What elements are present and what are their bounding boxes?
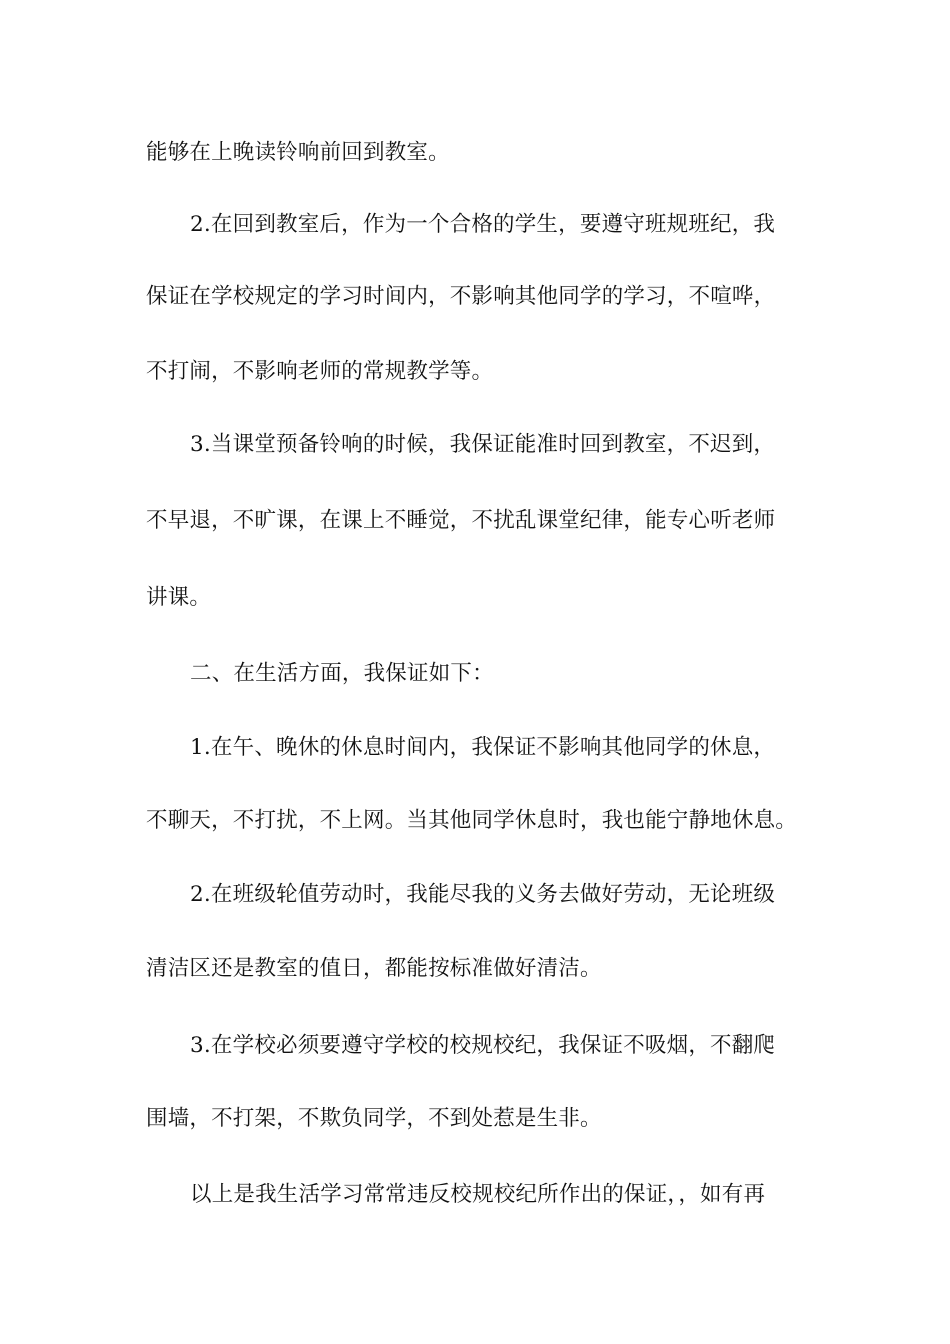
- paragraph-line: 2.在班级轮值劳动时，我能尽我的义务去做好劳动，无论班级: [190, 882, 776, 907]
- text-line: 保证在学校规定的学习时间内，不影响其他同学的学习，不喧哗，: [146, 284, 776, 309]
- text-line: 不聊天，不打扰，不上网。当其他同学休息时，我也能宁静地休息。: [146, 808, 798, 833]
- paragraph-line: 1.在午、晚休的休息时间内，我保证不影响其他同学的休息，: [190, 735, 776, 760]
- text-line: 清洁区还是教室的值日，都能按标准做好清洁。: [146, 956, 602, 981]
- text-line: 不早退，不旷课，在课上不睡觉，不扰乱课堂纪律，能专心听老师: [146, 508, 776, 533]
- paragraph-line: 3.当课堂预备铃响的时候，我保证能准时回到教室，不迟到，: [190, 432, 776, 457]
- paragraph-line: 2.在回到教室后，作为一个合格的学生，要遵守班规班纪，我: [190, 212, 776, 237]
- text-line: 围墙，不打架，不欺负同学，不到处惹是生非。: [146, 1106, 602, 1131]
- text-line: 能够在上晚读铃响前回到教室。: [146, 140, 450, 165]
- paragraph-line: 3.在学校必须要遵守学校的校规校纪，我保证不吸烟，不翻爬: [190, 1033, 776, 1058]
- text-line: 不打闹，不影响老师的常规教学等。: [146, 359, 494, 384]
- text-line: 讲课。: [146, 585, 212, 610]
- section-heading: 二、在生活方面，我保证如下：: [190, 661, 494, 686]
- paragraph-line: 以上是我生活学习常常违反校规校纪所作出的保证，，如有再: [190, 1182, 766, 1207]
